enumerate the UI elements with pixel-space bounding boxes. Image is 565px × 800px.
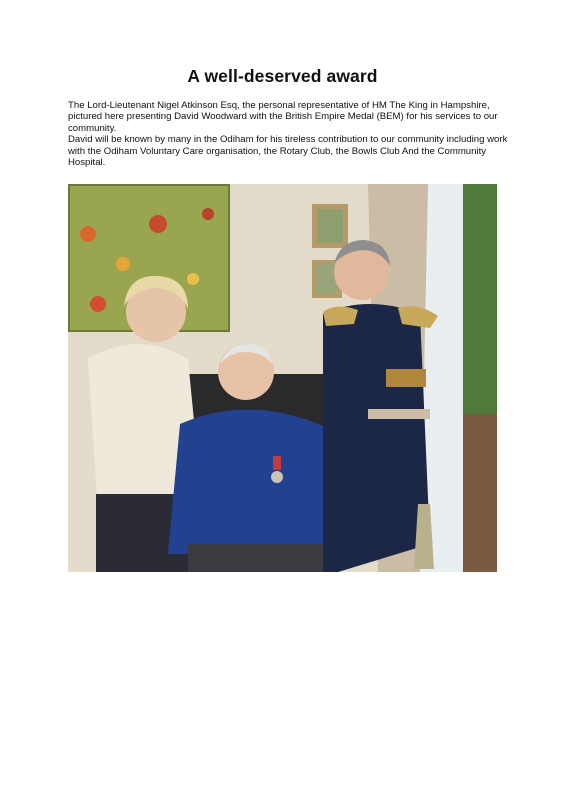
painting-flower <box>149 215 167 233</box>
officer-uniform <box>323 304 430 572</box>
painting-flower <box>80 226 96 242</box>
paragraph-intro: The Lord-Lieutenant Nigel Atkinson Esq, the personal representative of HM The King in Hampshire, pictured here presenting David Woodward with the British Empire Medal (BEM) for his services to our community. <box>68 100 498 134</box>
officer-sash <box>368 409 430 419</box>
medal <box>271 471 283 483</box>
garden-foliage <box>463 184 497 424</box>
painting-flower <box>187 273 199 285</box>
garden-fence <box>463 414 497 572</box>
painting-flower <box>90 296 106 312</box>
award-photo <box>68 184 497 572</box>
small-picture <box>317 209 343 243</box>
officer-medal-bar <box>386 369 426 387</box>
man-trousers <box>188 544 328 572</box>
man-jumper <box>168 409 336 554</box>
medal-ribbon <box>273 456 281 470</box>
painting-flower <box>202 208 214 220</box>
paragraph-contribution: David will be known by many in the Odiham for his tireless contribution to our community including work with the Odiham Voluntary Care organisation, the Rotary Club, the Bowls Club And the Community Hospital. <box>68 134 508 169</box>
officer-epaulette <box>323 306 358 326</box>
page-title: A well-deserved award <box>187 66 378 86</box>
award-photo-illustration <box>68 184 497 572</box>
article-body <box>68 100 508 168</box>
painting-flower <box>116 257 130 271</box>
